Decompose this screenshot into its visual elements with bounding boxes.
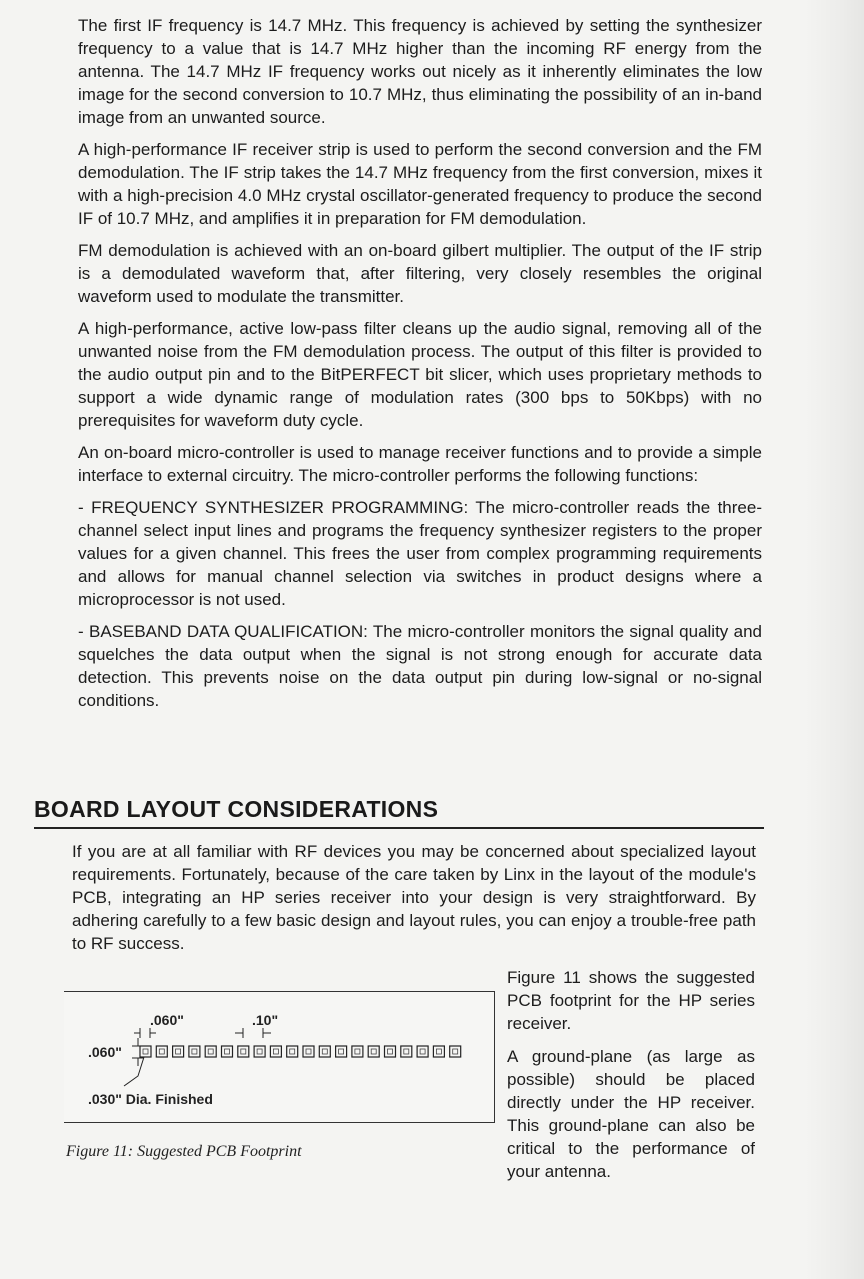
footprint-pad [189,1046,200,1057]
footprint-pad [368,1046,379,1057]
figure-caption: Figure 11: Suggested PCB Footprint [66,1143,302,1160]
footprint-pad [450,1046,461,1057]
paragraph-if-frequency: The first IF frequency is 14.7 MHz. This frequency is achieved by setting the synthesizer frequency to a value that is 14.7 MHz higher than the incoming RF energy from the antenna. The 14.7 MHz IF frequency works out nicely as it inherently eliminates the low image for the second conversion to 10.7 MHz, thus eliminating the possibility of an in-band image from an unwanted source. [78,16,762,127]
footprint-pad-hole [355,1049,360,1054]
paragraph-micro-controller: An on-board micro-controller is used to manage receiver functions and to provide a simple interface to external circuitry. The micro-controller performs the following functions: [78,443,762,485]
footprint-pad-hole [322,1049,327,1054]
footprint-pad [385,1046,396,1057]
section-intro-block [72,840,756,964]
footprint-pad [336,1046,347,1057]
footprint-pad-hole [420,1049,425,1054]
paragraph-figure-reference: Figure 11 shows the suggested PCB footprint for the HP series receiver. [507,968,755,1033]
footprint-pad-hole [339,1049,344,1054]
footprint-pad [287,1046,298,1057]
footprint-pad [222,1046,233,1057]
footprint-pad [254,1046,265,1057]
footprint-pad [352,1046,363,1057]
footprint-pad-hole [436,1049,441,1054]
pad-size-label: .060" [150,1012,184,1028]
right-column-text [507,966,755,1193]
footprint-pad [417,1046,428,1057]
footprint-pad [238,1046,249,1057]
footprint-pad [303,1046,314,1057]
footprint-pad-hole [225,1049,230,1054]
paragraph-low-pass-filter: A high-performance, active low-pass filter cleans up the audio signal, removing all of the unwanted noise from the FM demodulation process. The output of this filter is provided to the audio output pin and to the BitPERFECT bit slicer, which uses proprietary methods to support a wide dynamic range of modulation rates (300 bps to 50Kbps) with no prerequisites for waveform duty cycle. [78,319,762,430]
page-edge-shadow [804,0,864,1279]
footprint-pad-hole [306,1049,311,1054]
footprint-pad-hole [371,1049,376,1054]
section-heading: BOARD LAYOUT CONSIDERATIONS [34,796,764,829]
footprint-pad-hole [404,1049,409,1054]
footprint-pad-hole [208,1049,213,1054]
footprint-pad [173,1046,184,1057]
body-text-top [78,14,762,721]
footprint-pad-hole [143,1049,148,1054]
footprint-pad-hole [176,1049,181,1054]
footprint-pad [433,1046,444,1057]
paragraph-if-strip: A high-performance IF receiver strip is used to perform the second conversion and the FM demodulation. The IF strip takes the 14.7 MHz frequency from the first conversion, mixes it with a high-precision 4.0 MHz crystal oscillator-generated frequency to produce the second IF of 10.7 MHz, and amplifies it in preparation for FM demodulation. [78,140,762,228]
pitch-label: .10" [252,1012,279,1028]
paragraph-ground-plane: A ground-plane (as large as possible) should be placed directly under the HP receiver. This ground-plane can also be critical to the performance of your antenna. [507,1047,755,1181]
footprint-pad [140,1046,151,1057]
pcb-footprint-figure [64,991,495,1123]
section-intro-paragraph: If you are at all familiar with RF devices you may be concerned about specialized layout requirements. Fortunately, because of the care taken by Linx in the layout of the module's PCB, integrating an HP series receiver into your design is very straightforward. By adhering carefully to a few basic design and layout rules, you can enjoy a trouble-free path to RF success. [72,842,756,953]
paragraph-fm-demodulation: FM demodulation is achieved with an on-board gilbert multiplier. The output of the IF strip is a demodulated waveform that, after filtering, very closely resembles the original waveform used to modulate the transmitter. [78,241,762,306]
pad-height-label: .060" [88,1044,122,1060]
footprint-pad-hole [159,1049,164,1054]
footprint-pad [156,1046,167,1057]
footprint-pad-hole [192,1049,197,1054]
footprint-pad-hole [290,1049,295,1054]
footprint-pad-hole [388,1049,393,1054]
footprint-pad-hole [453,1049,458,1054]
paragraph-synthesizer-programming: - FREQUENCY SYNTHESIZER PROGRAMMING: The micro-controller reads the three-channel select input lines and programs the frequency synthesizer registers to the proper values for a given channel. This frees the user from complex programming requirements and allows for manual channel selection via switches in product designs where a microprocessor is not used. [78,498,762,609]
footprint-pad-hole [273,1049,278,1054]
footprint-pad [319,1046,330,1057]
footprint-pad-hole [257,1049,262,1054]
footprint-pad [205,1046,216,1057]
paragraph-baseband-qualification: - BASEBAND DATA QUALIFICATION: The micro-controller monitors the signal quality and squelches the data output when the signal is not strong enough for accurate data detection. This prevents noise on the data output pin during low-signal or no-signal conditions. [78,622,762,710]
footprint-pad [401,1046,412,1057]
footprint-pad [270,1046,281,1057]
footprint-pad-hole [241,1049,246,1054]
hole-diameter-label: .030" Dia. Finished [88,1091,213,1107]
